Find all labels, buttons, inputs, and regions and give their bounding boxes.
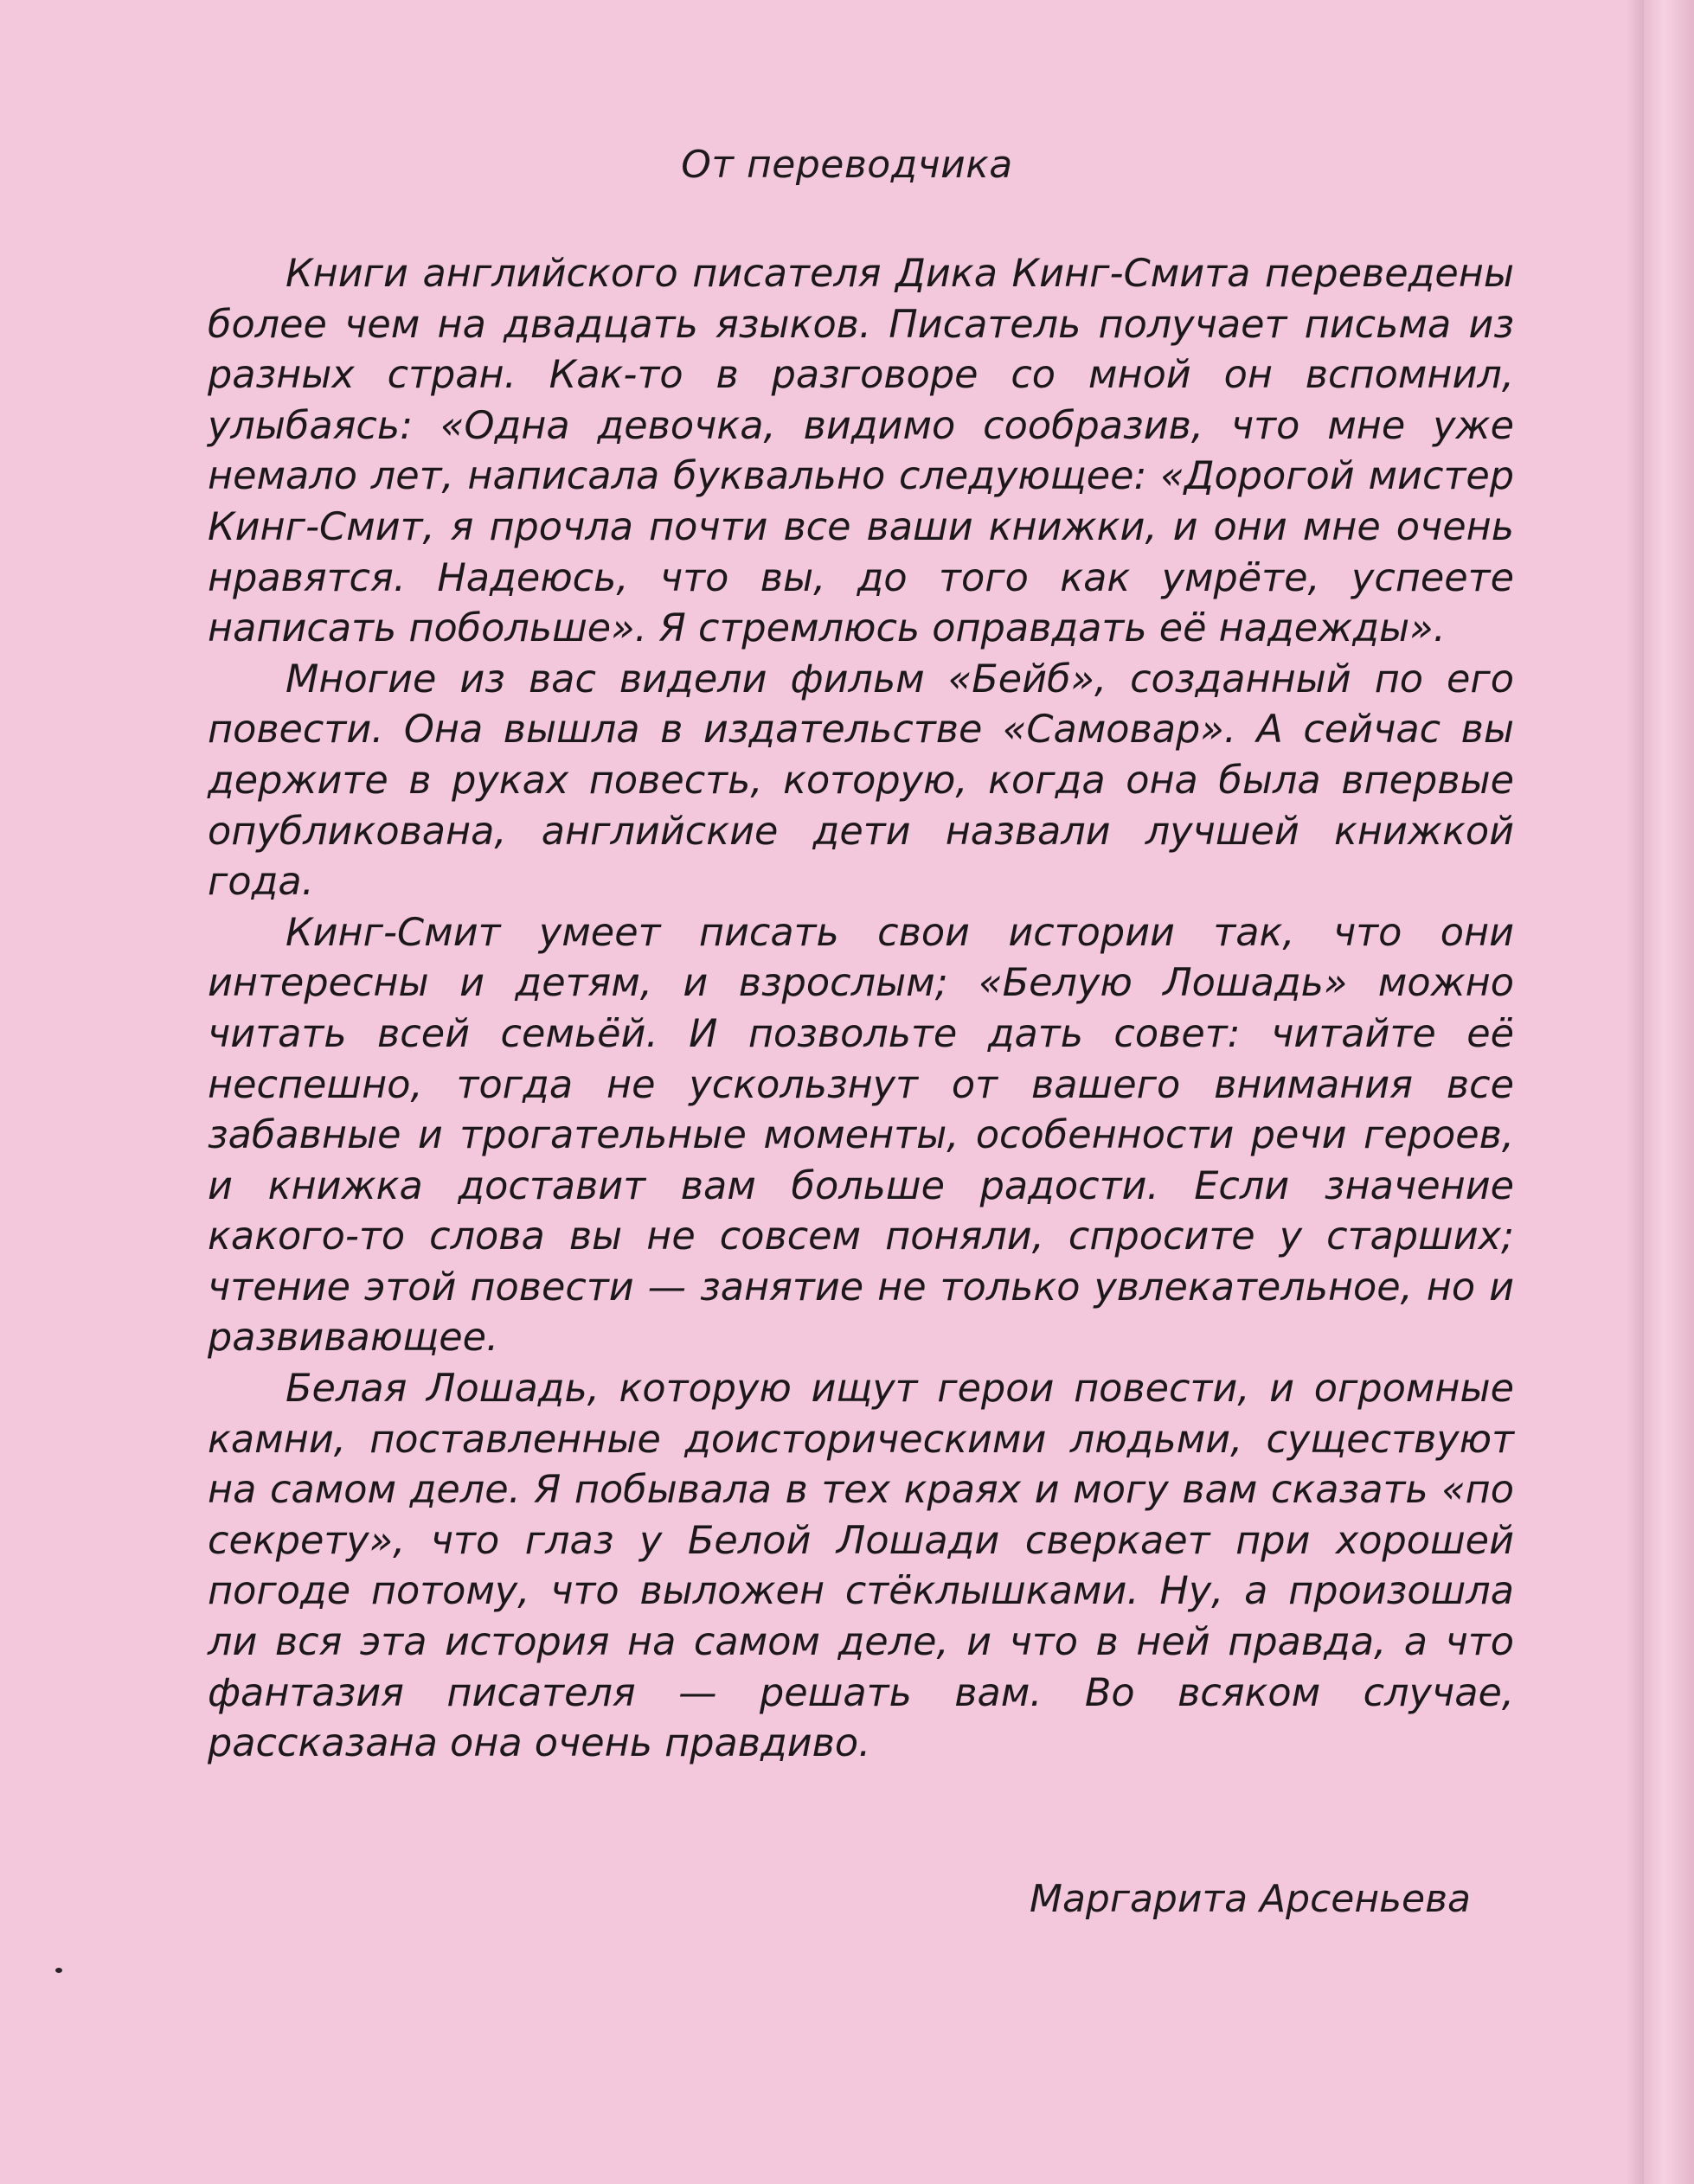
paragraph-3: Кинг-Смит умеет писать свои истории так, что они интересны и детям, и взрослым; «Белую Лошадь» можно читать всей семьёй. И позвольте дать совет: читайте её неспешно, тогда не ускользнут от вашего внимания все забавные и трогательные моменты, особенности речи героев, и книжка доставит вам больше радости. Если значение какого-то слова вы не совсем поняли, спросите у старших; чтение этой повести — занятие не только увлекательное, но и развивающее. (208, 910, 1514, 1361)
preface-body (208, 249, 1514, 1770)
book-gutter (1644, 0, 1694, 2184)
paragraph-2: Многие из вас видели фильм «Бейб», созданный по его повести. Она вышла в издательстве «Самовар». А сейчас вы держите в руках повесть, которую, когда она была впервые опубликована, английские дети назвали лучшей книжкой года. (208, 656, 1514, 905)
translator-signature: Маргарита Арсеньева (1030, 1877, 1471, 1921)
paragraph-4: Белая Лошадь, которую ищут герои повести, и огромные камни, поставленные доисторическими людьми, существуют на самом деле. Я побывала в тех краях и могу вам сказать «по секрету», что глаз у Белой Лошади сверкает при хорошей погоде потому, что выложен стёклышками. Ну, а произошла ли вся эта история на самом деле, и что в ней правда, а что фантазия писателя — решать вам. Во всяком случае, рассказана она очень правдиво. (208, 1367, 1514, 1766)
page-title: От переводчика (681, 143, 1013, 187)
paragraph-1: Книги английского писателя Дика Кинг-Смита переведены более чем на двадцать языков. Писатель получает письма из разных стран. Как-то в разговоре со мной он вспомнил, улыбаясь: «Одна девочка, видимо сообразив, что мне уже немало лет, написала буквально следующее: «Дорогой мистер Кинг-Смит, я прочла почти все ваши книжки, и они мне очень нравятся. Надеюсь, что вы, до того как умрёте, успеете написать побольше». Я стремлюсь оправдать её надежды». (208, 252, 1514, 651)
page-fold-shadow (1627, 0, 1644, 2184)
print-speck (55, 1968, 62, 1973)
